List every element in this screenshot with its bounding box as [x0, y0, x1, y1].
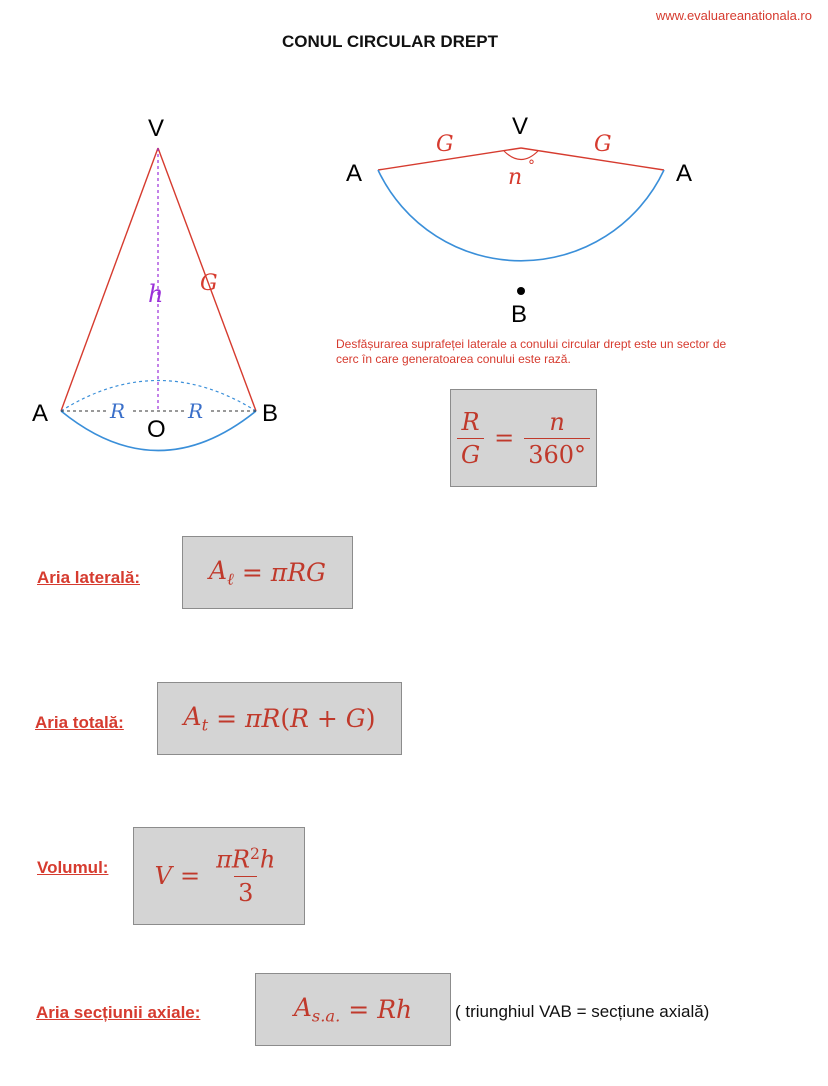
volume-formula: V = $\frac{\pi R^2h}{3}$	[133, 827, 305, 925]
sector-generatrix-right: G	[594, 132, 612, 157]
cone-point-b-label: B	[262, 400, 279, 427]
sector-point-a-right-label: A	[676, 160, 693, 187]
site-url: www.evaluareanationala.ro	[655, 8, 812, 23]
axial-area-label: Aria secțiunii axiale:	[36, 1003, 201, 1022]
generatrix-label: G	[200, 271, 218, 296]
lateral-area-formula: $A_\ell$ = πRG	[182, 536, 353, 609]
cone-diagram	[32, 115, 278, 451]
sector-radius-right	[521, 148, 664, 170]
total-area-label: Aria totală:	[35, 713, 124, 732]
angle-label: n	[508, 165, 523, 190]
ratio-formula-box: $\frac{R}{G}$ = $\frac{n}{360^\circ}$	[450, 389, 597, 487]
radius-label-right: R	[188, 399, 204, 423]
total-area-formula: $A_t$ = πR(R + G)	[157, 682, 402, 755]
sector-point-b-label: B	[511, 301, 528, 328]
axial-section-note: ( triunghiul VAB = secțiune axială)	[455, 1002, 710, 1021]
height-label: h	[148, 280, 164, 308]
angle-degree: °	[528, 158, 535, 174]
cone-apex-label: V	[148, 115, 165, 142]
volume-label: Volumul:	[37, 858, 109, 877]
lateral-area-label: Aria laterală:	[37, 568, 140, 587]
sector-description: Desfășurarea suprafeței laterale a conului circular drept este un sector de cerc în care generatoarea conului este rază.	[336, 337, 727, 366]
sector-point-a-left-label: A	[346, 160, 363, 187]
radius-label-left: R	[110, 399, 126, 423]
axial-area-formula: $A_{s.a.}$ = Rh	[255, 973, 451, 1046]
cone-center-label: O	[147, 416, 166, 443]
page-title: CONUL CIRCULAR DREPT	[282, 32, 498, 51]
point-b-dot	[517, 287, 525, 295]
sector-generatrix-left: G	[436, 132, 454, 157]
cone-point-a-label: A	[32, 400, 49, 427]
generatrix-left	[61, 148, 158, 411]
sector-apex-label: V	[512, 113, 529, 140]
sector-diagram	[346, 113, 692, 328]
